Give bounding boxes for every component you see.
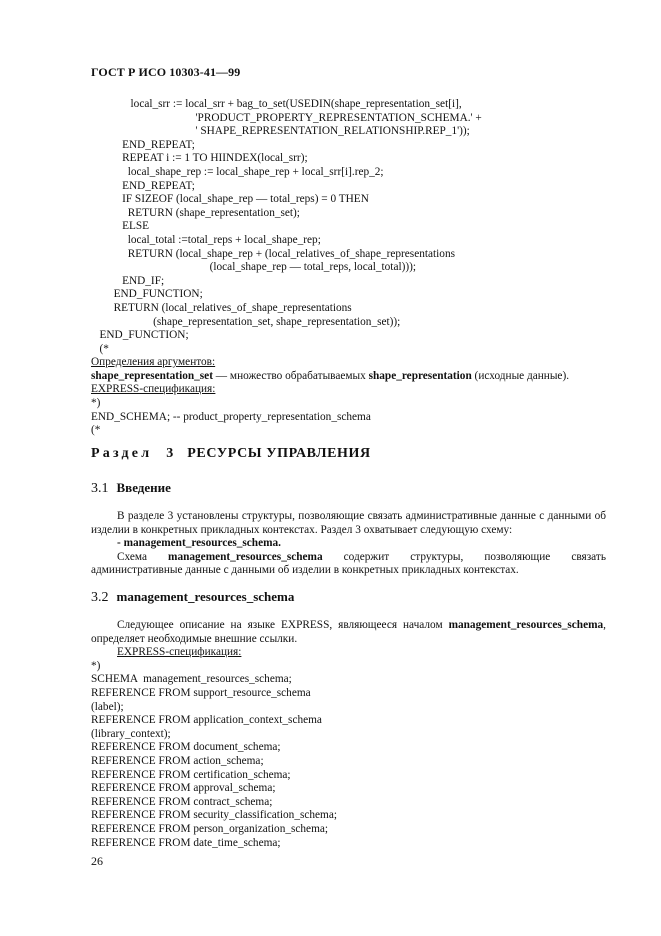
comment-open: (* xyxy=(91,424,101,437)
code-line: local_shape_rep := local_shape_rep + local_srr[i].rep_2; xyxy=(91,165,384,178)
argument-term: shape_representation_set xyxy=(91,369,213,382)
subsection-3-2-body xyxy=(91,619,606,850)
code-line: (local_shape_rep — total_reps, local_total))); xyxy=(91,261,417,274)
code-line: REFERENCE FROM action_schema; xyxy=(91,754,264,767)
argument-term-2: shape_representation xyxy=(368,369,472,382)
argument-definition-tail: (исходные данные). xyxy=(471,369,570,382)
arguments-heading: Определения аргументов: xyxy=(91,356,216,369)
schema-paragraph-tail: содержит структуры, позволяющие связать административные данные с данными об изделии в конкретных прикладных контекстах. xyxy=(91,550,606,577)
code-line: REFERENCE FROM certification_schema; xyxy=(91,768,291,781)
argument-definition-text: — множество обрабатываемых xyxy=(212,369,369,382)
page-number: 26 xyxy=(91,854,103,868)
code-block-function xyxy=(91,98,606,438)
code-line: REFERENCE FROM application_context_schema xyxy=(91,714,322,727)
code-line: END_REPEAT; xyxy=(91,179,195,192)
subsection-3-2-heading xyxy=(91,590,294,605)
code-line: END_FUNCTION; xyxy=(91,329,189,342)
code-line: (shape_representation_set, shape_representation_set)); xyxy=(91,315,401,328)
subsection-number: 3.2 xyxy=(91,590,109,605)
code-line: (label); xyxy=(91,700,124,713)
code-line: RETURN (local_shape_rep + (local_relatives_of_shape_representations xyxy=(91,247,455,260)
code-line: REFERENCE FROM person_organization_schema; xyxy=(91,822,329,835)
express-description-term: management_resources_schema xyxy=(448,619,604,631)
code-line: REFERENCE FROM security_classification_schema; xyxy=(91,809,337,822)
code-line: SCHEMA management_resources_schema; xyxy=(91,673,292,686)
page-header: ГОСТ Р ИСО 10303-41—99 xyxy=(91,65,241,79)
section-word: Раздел xyxy=(91,446,153,461)
code-line: END_IF; xyxy=(91,274,165,287)
code-line: END_FUNCTION; xyxy=(91,288,203,301)
subsection-title: Введение xyxy=(116,480,171,495)
intro-paragraph: В разделе 3 установлены структуры, позволяющие связать административные данные с данными об изделии в конкретных прикладных контекстах. Раздел 3 охватывает следующую схему: xyxy=(91,510,606,536)
section-number: 3 xyxy=(166,446,174,461)
subsection-title: management_resources_schema xyxy=(116,589,295,604)
code-line: REFERENCE FROM support_resource_schema xyxy=(91,686,311,699)
code-line: local_total :=total_reps + local_shape_rep; xyxy=(91,233,321,246)
code-line: ' SHAPE_REPRESENTATION_RELATIONSHIP.REP_1')); xyxy=(91,125,470,138)
comment-close: *) xyxy=(91,397,101,410)
code-line: (* xyxy=(91,342,109,355)
code-line: REFERENCE FROM approval_schema; xyxy=(91,782,276,795)
schema-paragraph-term: management_resources_schema xyxy=(168,550,323,563)
code-line: REFERENCE FROM date_time_schema; xyxy=(91,836,281,849)
code-line: END_REPEAT; xyxy=(91,138,195,151)
argument-definition xyxy=(91,370,606,384)
code-line: REFERENCE FROM document_schema; xyxy=(91,741,281,754)
code-line: REPEAT i := 1 TO HIINDEX(local_srr); xyxy=(91,152,308,165)
subsection-3-1-heading xyxy=(91,481,171,496)
code-line: ELSE xyxy=(91,220,150,233)
section-title: РЕСУРСЫ УПРАВЛЕНИЯ xyxy=(187,446,371,461)
section-3-heading xyxy=(91,447,371,461)
express-description-paragraph xyxy=(91,619,606,646)
code-line: 'PRODUCT_PROPERTY_REPRESENTATION_SCHEMA.' + xyxy=(91,111,482,124)
code-line: (library_context); xyxy=(91,727,171,740)
code-line: RETURN (shape_representation_set); xyxy=(91,206,300,219)
code-line: IF SIZEOF (local_shape_rep — total_reps) = 0 THEN xyxy=(91,193,369,206)
express-description-lead: Следующее описание на языке EXPRESS, являющееся началом xyxy=(117,619,449,631)
code-line: RETURN (local_relatives_of_shape_representations xyxy=(91,301,352,314)
code-line: REFERENCE FROM contract_schema; xyxy=(91,795,273,808)
express-description-tail: , определяет необходимые внешние ссылки. xyxy=(91,619,606,645)
code-line: *) xyxy=(91,659,101,672)
express-spec-label: EXPRESS-спецификация: xyxy=(91,383,216,396)
express-spec-label: EXPRESS-спецификация: xyxy=(117,646,242,659)
subsection-number: 3.1 xyxy=(91,481,109,496)
schema-list-item: - management_resources_schema. xyxy=(117,537,281,550)
schema-paragraph xyxy=(91,551,606,578)
schema-paragraph-lead: Схема xyxy=(117,550,169,563)
code-line: local_srr := local_srr + bag_to_set(USEDIN(shape_representation_set[i], xyxy=(91,98,462,110)
subsection-3-1-body xyxy=(91,510,606,578)
end-schema-line: END_SCHEMA; -- product_property_representation_schema xyxy=(91,410,371,423)
